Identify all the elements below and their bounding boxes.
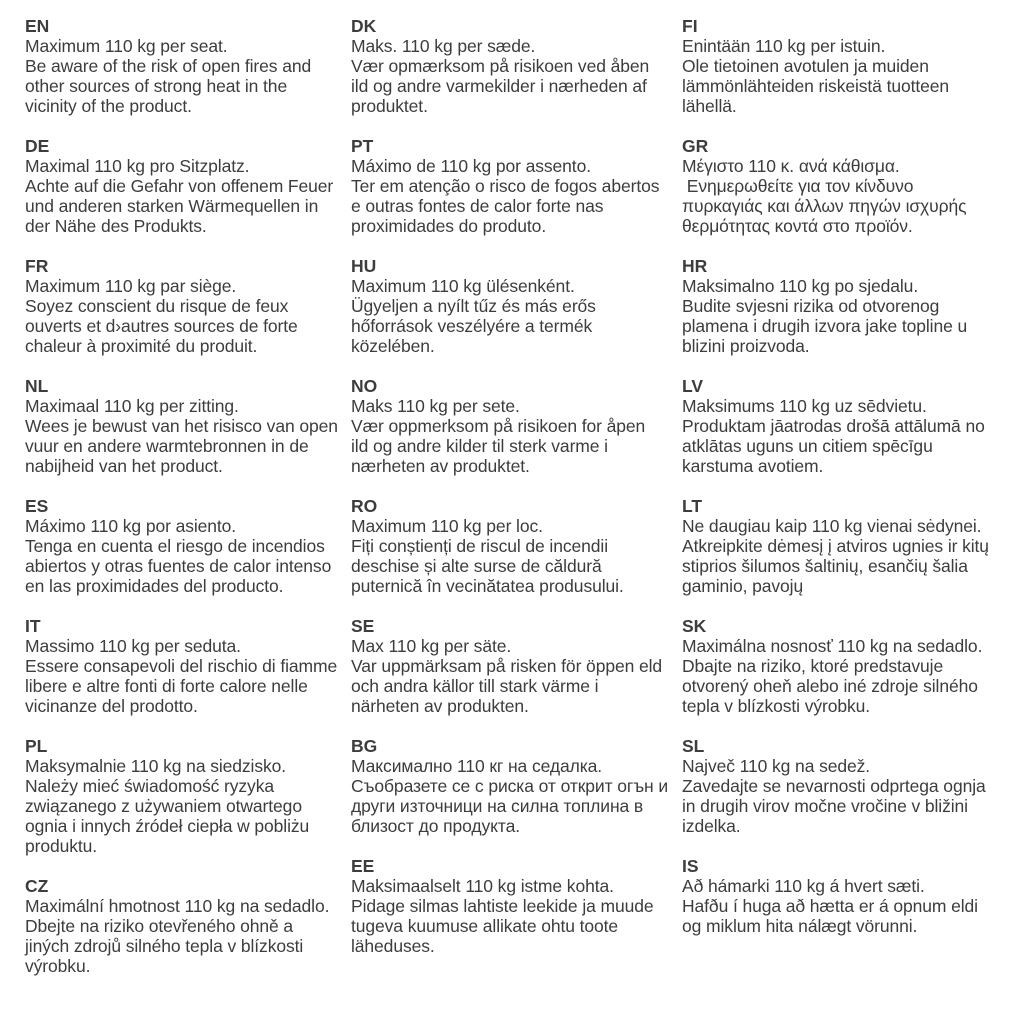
language-code-label: HR <box>682 256 708 276</box>
text-line: Var uppmärksam på risken för öppen eld <box>351 656 663 676</box>
text-line: Zavedajte se nevarnosti odprtega ognja <box>682 776 986 796</box>
language-code-label: NO <box>351 376 378 396</box>
language-code-label: HU <box>351 256 377 276</box>
language-code-label: ES <box>25 496 49 516</box>
language-block-ee <box>351 856 682 956</box>
text-line: Max 110 kg per säte. <box>351 636 512 656</box>
language-block-is <box>682 856 1017 936</box>
text-line: Produktam jāatrodas drošā attālumā no <box>682 416 985 436</box>
language-code-label: RO <box>351 496 378 516</box>
text-line: libere e altre fonti di forte calore nelle <box>25 676 308 696</box>
language-block-ro <box>351 496 682 596</box>
text-line: Maksimalno 110 kg po sjedalu. <box>682 276 919 296</box>
text-line: tepla v blízkosti výrobku. <box>682 696 871 716</box>
language-block-hr <box>682 256 1017 356</box>
language-code-label: NL <box>25 376 49 396</box>
language-block-hu <box>351 256 682 356</box>
text-line: Ter em atenção o risco de fogos abertos <box>351 176 660 196</box>
text-line: vicinanze del prodotto. <box>25 696 198 716</box>
text-line: Съобразете се с риска от открит огън и <box>351 776 669 796</box>
text-line: otvorený oheň alebo iné zdroje silného <box>682 676 978 696</box>
text-line: atklātas uguns un citiem spēcīgu <box>682 436 933 456</box>
language-code-label: IT <box>25 616 41 636</box>
text-line: Budite svjesni rizika od otvorenog <box>682 296 940 316</box>
text-line: výrobku. <box>25 956 91 976</box>
text-line: Maximum 110 kg per loc. <box>351 516 543 536</box>
text-line: Vær oppmerksom på risikoen for åpen <box>351 416 646 436</box>
text-line: Maximum 110 kg ülésenként. <box>351 276 575 296</box>
text-line: karstuma avotiem. <box>682 456 824 476</box>
text-line: Achte auf die Gefahr von offenem Feuer <box>25 176 334 196</box>
text-line: lämmönlähteiden riskeistä tuotteen <box>682 76 950 96</box>
language-code-label: EE <box>351 856 375 876</box>
text-line: Največ 110 kg na sedež. <box>682 756 871 776</box>
language-code-label: BG <box>351 736 378 756</box>
text-line: nærheten av produktet. <box>351 456 530 476</box>
text-line: izdelka. <box>682 816 741 836</box>
language-block-lt <box>682 496 1017 596</box>
text-line: deschise și alte surse de căldură <box>351 556 602 576</box>
language-block-dk <box>351 16 682 116</box>
language-code-label: LV <box>682 376 704 396</box>
language-block-nl <box>25 376 351 476</box>
text-line: Maksimums 110 kg uz sēdvietu. <box>682 396 927 416</box>
language-code-label: DK <box>351 16 377 36</box>
text-line: närheten av produkten. <box>351 696 529 716</box>
language-code-label: DE <box>25 136 50 156</box>
text-line: vuur en andere warmtebronnen in de <box>25 436 309 456</box>
text-line: Ügyeljen a nyílt tűz és más erős <box>351 296 596 316</box>
text-line: Wees je bewust van het risisco van open <box>25 416 338 436</box>
text-line: Ne daugiau kaip 110 kg vienai sėdynei. <box>682 516 982 536</box>
language-code-label: PT <box>351 136 374 156</box>
language-code-label: LT <box>682 496 703 516</box>
text-line: Maks. 110 kg per sæde. <box>351 36 536 56</box>
text-line: Máximo 110 kg por asiento. <box>25 516 237 536</box>
text-line: der Nähe des Produkts. <box>25 216 207 236</box>
text-line: tugeva kuumuse allikate ohtu toote <box>351 916 619 936</box>
text-line: produktet. <box>351 96 428 116</box>
language-block-gr <box>682 136 1017 236</box>
text-line: chaleur à proximité du produit. <box>25 336 258 356</box>
text-line: Maximální hmotnost 110 kg na sedadlo. <box>25 896 330 916</box>
text-line: ild og andre varmekilder i nærheden af <box>351 76 647 96</box>
text-line: związanego z używaniem otwartego <box>25 796 302 816</box>
text-line: Be aware of the risk of open fires and <box>25 56 312 76</box>
text-line: und anderen starken Wärmequellen in <box>25 196 319 216</box>
text-line: ild og andre kilder til sterk varme i <box>351 436 608 456</box>
language-block-fr <box>25 256 351 356</box>
text-line: πυρκαγιάς και άλλων πηγών ισχυρής <box>682 196 967 216</box>
text-line: Pidage silmas lahtiste leekide ja muude <box>351 896 654 916</box>
text-line: Enintään 110 kg per istuin. <box>682 36 886 56</box>
text-line: other sources of strong heat in the <box>25 76 288 96</box>
text-line: och andra källor till stark värme i <box>351 676 599 696</box>
column-right <box>682 16 1017 996</box>
language-code-label: SL <box>682 736 705 756</box>
text-line: Μέγιστο 110 κ. ανά κάθισμα. <box>682 156 900 176</box>
language-block-se <box>351 616 682 716</box>
text-line: produktu. <box>25 836 98 856</box>
language-block-sk <box>682 616 1017 716</box>
language-code-label: EN <box>25 16 50 36</box>
language-block-pl <box>25 736 351 856</box>
text-line: gaminio, pavojų <box>682 576 804 596</box>
language-code-label: SK <box>682 616 707 636</box>
language-block-pt <box>351 136 682 236</box>
text-line: en las proximidades del producto. <box>25 576 284 596</box>
text-line: Tenga en cuenta el riesgo de incendios <box>25 536 325 556</box>
language-code-label: IS <box>682 856 699 876</box>
text-line: vicinity of the product. <box>25 96 192 116</box>
language-code-label: CZ <box>25 876 49 896</box>
language-code-label: SE <box>351 616 375 636</box>
text-line: Максимално 110 кг на седалка. <box>351 756 603 776</box>
text-line: Maximal 110 kg pro Sitzplatz. <box>25 156 250 176</box>
text-line: e outras fontes de calor forte nas <box>351 196 604 216</box>
text-line: Fiți conștienți de riscul de incendii <box>351 536 608 556</box>
text-line: ognia i innych źródeł ciepła w pobliżu <box>25 816 310 836</box>
language-code-label: GR <box>682 136 709 156</box>
text-line: Atkreipkite dėmesį į atviros ugnies ir kitų <box>682 536 989 556</box>
text-line: jiných zdrojů silného tepla v blízkosti <box>25 936 304 956</box>
text-line: други източници на силна топлина в <box>351 796 644 816</box>
text-line: Massimo 110 kg per seduta. <box>25 636 241 656</box>
text-line: lähellä. <box>682 96 737 116</box>
text-line: proximidades do produto. <box>351 216 547 236</box>
text-line: Hafðu í huga að hætta er á opnum eldi <box>682 896 978 916</box>
text-line: близост до продукта. <box>351 816 521 836</box>
language-block-fi <box>682 16 1017 116</box>
language-block-bg <box>351 736 682 836</box>
column-middle <box>351 16 682 996</box>
text-line: Máximo de 110 kg por assento. <box>351 156 591 176</box>
text-line: abiertos y otras fuentes de calor intenso <box>25 556 332 576</box>
text-line: Maximum 110 kg per seat. <box>25 36 228 56</box>
language-block-no <box>351 376 682 476</box>
column-left <box>25 16 351 996</box>
text-line: Ole tietoinen avotulen ja muiden <box>682 56 929 76</box>
text-line: Soyez conscient du risque de feux <box>25 296 289 316</box>
text-line: läheduses. <box>351 936 435 956</box>
text-line: Maksimaalselt 110 kg istme kohta. <box>351 876 614 896</box>
text-line: Dbejte na riziko otevřeného ohně a <box>25 916 294 936</box>
text-line: Maximálna nosnosť 110 kg na sedadlo. <box>682 636 983 656</box>
text-line: Að hámarki 110 kg á hvert sæti. <box>682 876 925 896</box>
text-line: in drugih virov močne vročine v bližini <box>682 796 968 816</box>
text-line: plamena i drugih izvora jake topline u <box>682 316 968 336</box>
language-block-it <box>25 616 351 716</box>
text-line: közelében. <box>351 336 435 356</box>
language-block-cz <box>25 876 351 976</box>
language-code-label: PL <box>25 736 48 756</box>
text-line: Ενημερωθείτε για τον κίνδυνο <box>682 176 914 196</box>
language-block-sl <box>682 736 1017 836</box>
language-block-lv <box>682 376 1017 476</box>
text-line: nabijheid van het product. <box>25 456 223 476</box>
text-line: θερμότητας κοντά στο προϊόν. <box>682 216 913 236</box>
text-line: Maksymalnie 110 kg na siedzisko. <box>25 756 287 776</box>
text-line: og miklum hita nálægt vörunni. <box>682 916 918 936</box>
text-line: Maximum 110 kg par siège. <box>25 276 237 296</box>
language-block-es <box>25 496 351 596</box>
text-line: puternică în vecinătatea produsului. <box>351 576 624 596</box>
language-code-label: FR <box>25 256 49 276</box>
text-line: Essere consapevoli del rischio di fiamme <box>25 656 338 676</box>
text-line: Maks 110 kg per sete. <box>351 396 520 416</box>
text-line: Vær opmærksom på risikoen ved åben <box>351 56 650 76</box>
text-line: Należy mieć świadomość ryzyka <box>25 776 274 796</box>
language-block-en <box>25 16 351 116</box>
text-line: stiprios šilumos šaltinių, esančių šalia <box>682 556 968 576</box>
language-code-label: FI <box>682 16 698 36</box>
text-line: Maximaal 110 kg per zitting. <box>25 396 239 416</box>
text-line: blizini proizvoda. <box>682 336 810 356</box>
text-line: hőforrások veszélyére a termék <box>351 316 593 336</box>
language-block-de <box>25 136 351 236</box>
text-line: ouverts et d›autres sources de forte <box>25 316 298 336</box>
text-line: Dbajte na riziko, ktoré predstavuje <box>682 656 944 676</box>
